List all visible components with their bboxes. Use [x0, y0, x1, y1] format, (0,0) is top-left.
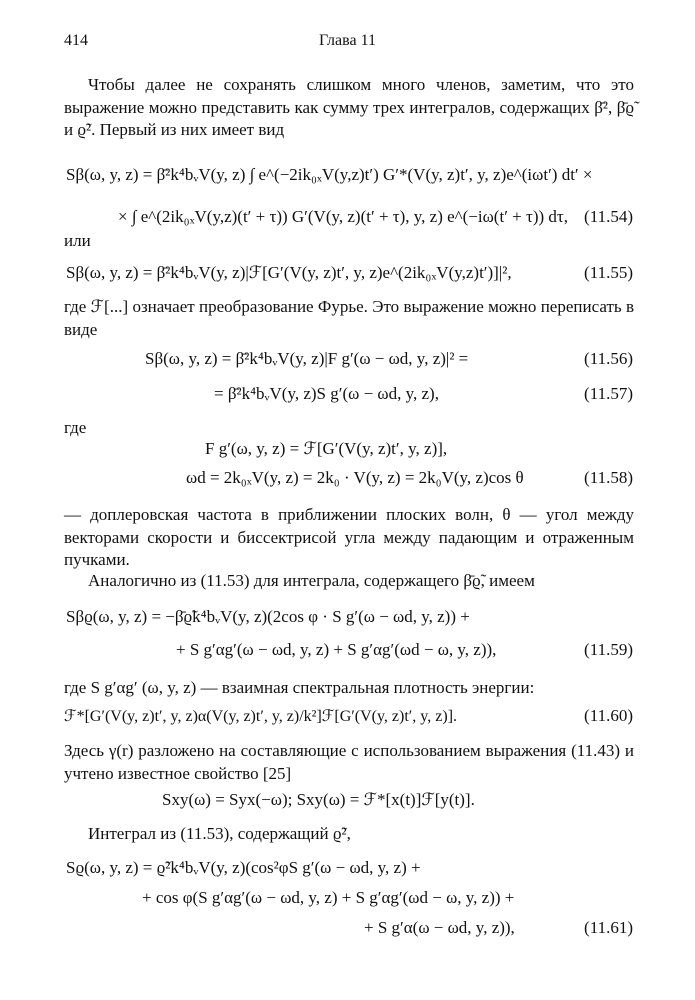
equation-11-59-line2: + S g′αg′(ω − ωd, y, z) + S g′αg′(ωd − ω, y, z)), [176, 640, 497, 659]
equation-11-60: ℱ*[G′(V(y, z)t′, y, z)α(V(y, z)t′, y, z)/k²]ℱ[G′(V(y, z)t′, y, z)]. [64, 708, 458, 725]
equation-11-61-line2: + cos φ(S g′αg′(ω − ωd, y, z) + S g′αg′(ωd − ω, y, z)) + [142, 888, 515, 907]
paragraph-fourier: где ℱ[...] означает преобразование Фурье. Это выражение можно переписать в виде [64, 297, 634, 339]
equation-number-11-55: (11.55) [584, 263, 633, 282]
paragraph-integral: Интеграл из (11.53), содержащий ϱ̃², [88, 824, 351, 843]
paragraph-gamma: Здесь γ(r) разложено на составляющие с использованием выражения (11.43) и учтено известное свойство [25] [64, 741, 634, 783]
paragraph-intro: Чтобы далее не сохранять слишком много членов, заметим, что это выражение можно представить как сумму трех интегралов, содержащих β̄², β̄ϱ̃ и ϱ̃². Первый из них имеет вид [64, 75, 634, 139]
paragraph-analog: Аналогично из (11.53) для интеграла, содержащего β̄ϱ̃, имеем [88, 571, 535, 590]
word-gde: где [64, 418, 87, 437]
equation-number-11-54: (11.54) [584, 207, 633, 226]
equation-11-54-line1: Sβ(ω, y, z) = β̄²k⁴bᵥV(y, z) ∫ e^(−2ik₀ₓV(y,z)t′) G′*(V(y, z)t′, y, z)e^(iωt′) dt′ × [66, 165, 593, 184]
equation-number-11-58: (11.58) [584, 468, 633, 487]
equation-11-54-line2: × ∫ e^(2ik₀ₓV(y,z)(t′ + τ)) G′(V(y, z)(t′ + τ), y, z) e^(−iω(t′ + τ)) dτ, [118, 207, 568, 226]
equation-11-56: Sβ(ω, y, z) = β̄²k⁴bᵥV(y, z)|F g′(ω − ωd, y, z)|² = [145, 349, 469, 368]
equation-number-11-59: (11.59) [584, 640, 633, 659]
equation-11-58-line2: ωd = 2k₀ₓV(y, z) = 2k₀ · V(y, z) = 2k₀V(y, z)cos θ [186, 468, 524, 487]
paragraph-doppler: — доплеровская частота в приближении плоских волн, θ — угол между векторами скорости и биссектрисой угла между падающим и отраженным пучками. [64, 505, 634, 569]
word-ili: или [64, 231, 91, 250]
equation-11-55: Sβ(ω, y, z) = β̄²k⁴bᵥV(y, z)|ℱ[G′(V(y, z)t′, y, z)e^(2ik₀ₓV(y,z)t′)]|², [66, 263, 512, 282]
equation-11-61-line1: Sϱ(ω, y, z) = ϱ̃²k⁴bᵥV(y, z)(cos²φS g′(ω − ωd, y, z) + [66, 858, 421, 877]
equation-number-11-56: (11.56) [584, 349, 633, 368]
page-number: 414 [64, 32, 88, 49]
equation-number-11-60: (11.60) [584, 706, 633, 725]
equation-property: Sxy(ω) = Syx(−ω); Sxy(ω) = ℱ*[x(t)]ℱ[y(t)]. [162, 790, 475, 809]
equation-11-58-line1: F g′(ω, y, z) = ℱ[G′(V(y, z)t′, y, z)], [205, 439, 448, 458]
paragraph-cross-spectral: где S g′αg′ (ω, y, z) — взаимная спектральная плотность энергии: [64, 678, 535, 697]
equation-number-11-61: (11.61) [584, 918, 633, 937]
equation-11-57: = β̄²k⁴bᵥV(y, z)S g′(ω − ωd, y, z), [214, 384, 439, 403]
equation-11-61-line3: + S g′α(ω − ωd, y, z)), [364, 918, 515, 937]
chapter-title: Глава 11 [319, 32, 376, 49]
equation-number-11-57: (11.57) [584, 384, 633, 403]
equation-11-59-line1: Sβϱ(ω, y, z) = −β̄ϱ̃k⁴bᵥV(y, z)(2cos φ · S g′(ω − ωd, y, z)) + [66, 607, 470, 626]
